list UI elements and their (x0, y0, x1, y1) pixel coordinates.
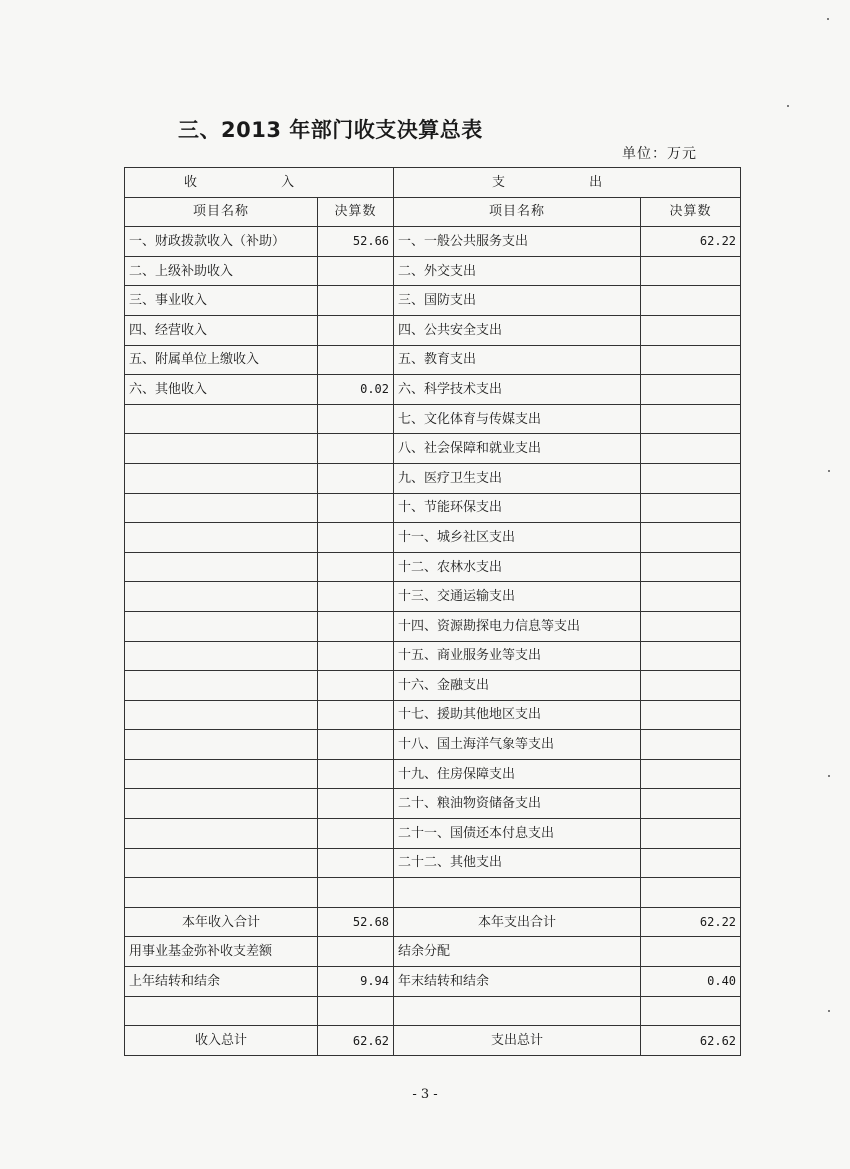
income-item-value (318, 256, 394, 286)
table-row (125, 227, 741, 257)
income-item-value (318, 789, 394, 819)
scan-speck (828, 775, 830, 777)
expense-item-value (641, 848, 741, 878)
grand-income-label: 收入总计 (125, 1026, 318, 1056)
income-total-label: 本年收入合计 (125, 907, 318, 937)
table-row (125, 730, 741, 760)
expense-item-value (641, 256, 741, 286)
table-row (125, 552, 741, 582)
expense-item-value (641, 700, 741, 730)
unit-label: 单位：万元 (622, 146, 697, 162)
expense-item-value (641, 641, 741, 671)
expense-item-value (641, 730, 741, 760)
table-row (125, 256, 741, 286)
scan-speck (787, 105, 789, 107)
expense-item-name-header: 项目名称 (394, 197, 641, 227)
grand-expense-value: 62.62 (641, 1026, 741, 1056)
table-row (125, 582, 741, 612)
expense-item-value (641, 523, 741, 553)
table-row (125, 759, 741, 789)
column-header-row (125, 197, 741, 227)
table-row (125, 878, 741, 908)
income-item-value (318, 611, 394, 641)
expense-total-label: 本年支出合计 (394, 907, 641, 937)
expense-item-name: 二十二、其他支出 (394, 848, 641, 878)
expense-item-name: 二十、粮油物资储备支出 (394, 789, 641, 819)
scan-speck (828, 1010, 830, 1012)
distribution-value (641, 937, 741, 967)
table-row (125, 789, 741, 819)
budget-summary-table (124, 167, 741, 1056)
expense-item-name: 六、科学技术支出 (394, 375, 641, 405)
income-item-value (318, 493, 394, 523)
expense-item-name: 五、教育支出 (394, 345, 641, 375)
income-item-name (125, 730, 318, 760)
expense-item-value (641, 671, 741, 701)
income-item-value (318, 582, 394, 612)
income-item-value (318, 641, 394, 671)
expense-item-value: 62.22 (641, 227, 741, 257)
income-item-name (125, 552, 318, 582)
expense-amount-header: 决算数 (641, 197, 741, 227)
expense-item-name: 二、外交支出 (394, 256, 641, 286)
income-item-name: 三、事业收入 (125, 286, 318, 316)
table-row (125, 523, 741, 553)
fund-label: 用事业基金弥补收支差额 (125, 937, 318, 967)
table-row (125, 375, 741, 405)
expense-item-name: 三、国防支出 (394, 286, 641, 316)
expense-item-name: 十一、城乡社区支出 (394, 523, 641, 553)
expense-item-value (641, 315, 741, 345)
income-item-name (125, 789, 318, 819)
income-item-name (125, 819, 318, 849)
income-item-name (125, 878, 318, 908)
table-row (125, 404, 741, 434)
income-item-value (318, 523, 394, 553)
income-item-name (125, 759, 318, 789)
income-item-name (125, 523, 318, 553)
income-item-name-header: 项目名称 (125, 197, 318, 227)
carryover-label: 上年结转和结余 (125, 967, 318, 997)
expense-item-value (641, 611, 741, 641)
income-item-name: 二、上级补助收入 (125, 256, 318, 286)
income-item-value (318, 345, 394, 375)
expense-item-name: 四、公共安全支出 (394, 315, 641, 345)
income-item-value (318, 700, 394, 730)
expense-item-name: 十八、国土海洋气象等支出 (394, 730, 641, 760)
section-header-row (125, 168, 741, 198)
expense-item-value (641, 759, 741, 789)
income-item-value (318, 878, 394, 908)
expense-item-value (641, 345, 741, 375)
income-item-name (125, 671, 318, 701)
table-row (125, 463, 741, 493)
income-section-header: 收 入 (125, 168, 394, 198)
expense-item-name: 七、文化体育与传媒支出 (394, 404, 641, 434)
income-item-name: 五、附属单位上缴收入 (125, 345, 318, 375)
income-item-name: 六、其他收入 (125, 375, 318, 405)
fund-distribution-row (125, 937, 741, 967)
page-number: - 3 - (412, 1087, 438, 1102)
table-row (125, 700, 741, 730)
blank-row (125, 996, 741, 1026)
income-item-name (125, 641, 318, 671)
expense-item-value (641, 434, 741, 464)
expense-item-value (641, 878, 741, 908)
income-item-value: 52.66 (318, 227, 394, 257)
expense-item-value (641, 375, 741, 405)
income-item-name (125, 700, 318, 730)
expense-item-name: 十七、援助其他地区支出 (394, 700, 641, 730)
income-item-name (125, 611, 318, 641)
expense-item-name: 十五、商业服务业等支出 (394, 641, 641, 671)
income-item-value (318, 315, 394, 345)
income-item-value (318, 759, 394, 789)
expense-item-name: 十三、交通运输支出 (394, 582, 641, 612)
expense-item-value (641, 404, 741, 434)
income-item-value (318, 730, 394, 760)
expense-item-value (641, 286, 741, 316)
grand-income-value: 62.62 (318, 1026, 394, 1056)
expense-item-name (394, 878, 641, 908)
carryover-value: 9.94 (318, 967, 394, 997)
table-row (125, 286, 741, 316)
table-row (125, 641, 741, 671)
table-row (125, 819, 741, 849)
income-item-value (318, 848, 394, 878)
income-item-value (318, 434, 394, 464)
expense-item-name: 十九、住房保障支出 (394, 759, 641, 789)
income-item-value: 0.02 (318, 375, 394, 405)
expense-item-name: 十二、农林水支出 (394, 552, 641, 582)
income-item-name: 四、经营收入 (125, 315, 318, 345)
income-item-value (318, 819, 394, 849)
expense-item-value (641, 789, 741, 819)
fund-value (318, 937, 394, 967)
income-item-value (318, 286, 394, 316)
expense-item-value (641, 463, 741, 493)
expense-item-name: 十四、资源勘探电力信息等支出 (394, 611, 641, 641)
income-amount-header: 决算数 (318, 197, 394, 227)
table-row (125, 315, 741, 345)
table-row (125, 611, 741, 641)
expense-item-value (641, 819, 741, 849)
expense-total-value: 62.22 (641, 907, 741, 937)
table-row (125, 493, 741, 523)
table-row (125, 345, 741, 375)
income-item-value (318, 463, 394, 493)
expense-item-name: 一、一般公共服务支出 (394, 227, 641, 257)
year-end-label: 年末结转和结余 (394, 967, 641, 997)
scan-speck (828, 470, 830, 472)
distribution-label: 结余分配 (394, 937, 641, 967)
expense-section-header: 支 出 (394, 168, 741, 198)
carryover-row (125, 967, 741, 997)
income-item-name (125, 434, 318, 464)
expense-item-name: 九、医疗卫生支出 (394, 463, 641, 493)
income-item-name: 一、财政拨款收入（补助） (125, 227, 318, 257)
income-item-name (125, 848, 318, 878)
scan-speck (827, 18, 829, 20)
table-row (125, 434, 741, 464)
grand-expense-label: 支出总计 (394, 1026, 641, 1056)
page-title: 三、2013 年部门收支决算总表 (178, 118, 483, 142)
income-item-name (125, 404, 318, 434)
expense-item-name: 八、社会保障和就业支出 (394, 434, 641, 464)
expense-item-value (641, 582, 741, 612)
expense-item-name: 十、节能环保支出 (394, 493, 641, 523)
annual-total-row (125, 907, 741, 937)
table-row (125, 848, 741, 878)
income-item-value (318, 552, 394, 582)
income-item-value (318, 404, 394, 434)
income-item-name (125, 493, 318, 523)
expense-item-value (641, 493, 741, 523)
expense-item-name: 二十一、国债还本付息支出 (394, 819, 641, 849)
income-item-name (125, 463, 318, 493)
table-row (125, 671, 741, 701)
year-end-value: 0.40 (641, 967, 741, 997)
grand-total-row (125, 1026, 741, 1056)
income-item-name (125, 582, 318, 612)
expense-item-value (641, 552, 741, 582)
income-item-value (318, 671, 394, 701)
income-total-value: 52.68 (318, 907, 394, 937)
expense-item-name: 十六、金融支出 (394, 671, 641, 701)
